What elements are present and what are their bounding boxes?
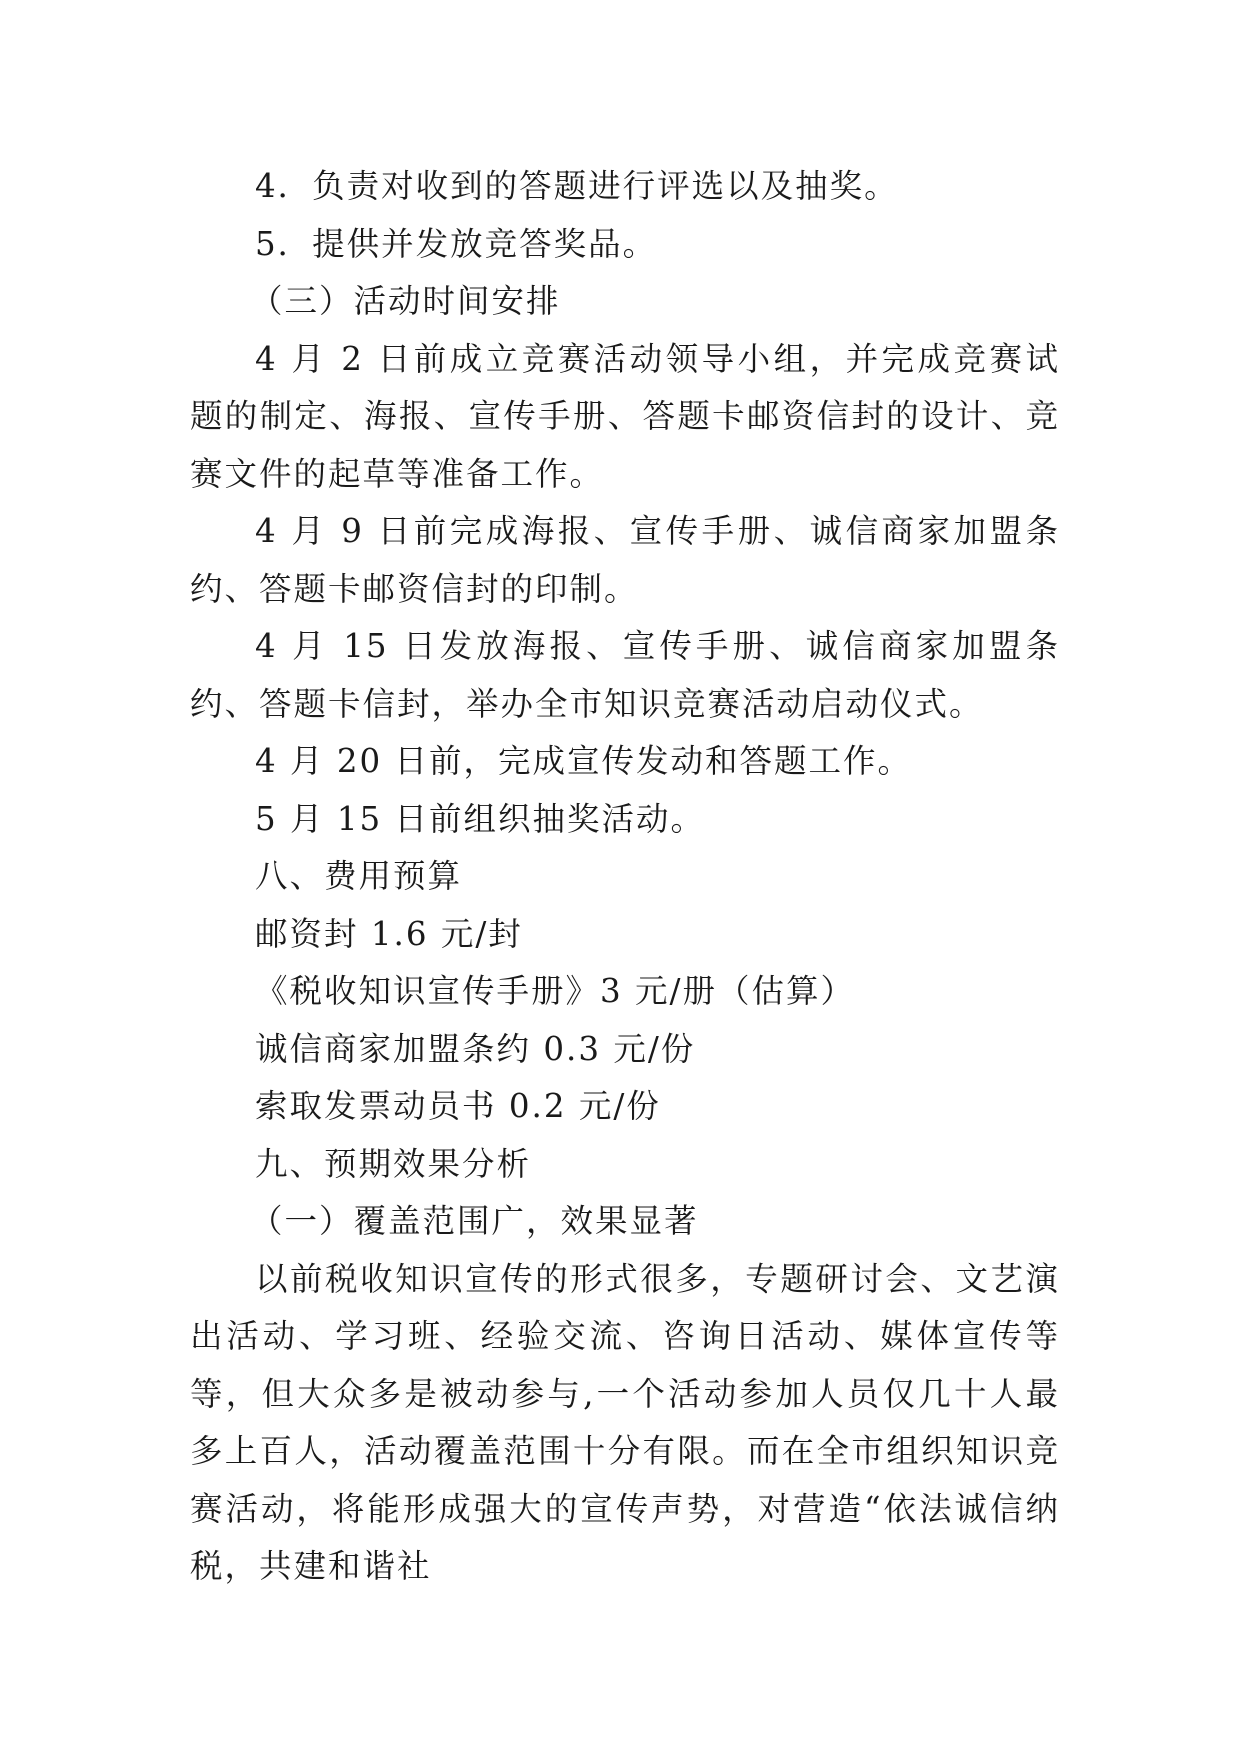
paragraph-schedule-apr-9: 4 月 9 日前完成海报、宣传手册、诚信商家加盟条约、答题卡邮资信封的印制。 bbox=[190, 512, 1060, 608]
paragraph-schedule-may-15: 5 月 15 日前组织抽奖活动。 bbox=[255, 799, 706, 838]
section-heading-effect: 九、预期效果分析 bbox=[255, 1144, 532, 1183]
budget-item-envelope: 邮资封 1.6 元/封 bbox=[255, 914, 523, 953]
paragraph-coverage-analysis: 以前税收知识宣传的形式很多，专题研讨会、文艺演出活动、学习班、经验交流、咨询日活动、媒体宣传等等，但大众多是被动参与,一个活动参加人员仅几十人最多上百人，活动覆盖范围十分有限。而在全市组织知识竞赛活动，将能形成强大的宣传声势，对营造“依法诚信纳税，共建和谐社 bbox=[190, 1259, 1060, 1585]
budget-item-merchant-pact: 诚信商家加盟条约 0.3 元/份 bbox=[255, 1029, 696, 1068]
budget-item-invoice-letter: 索取发票动员书 0.2 元/份 bbox=[255, 1087, 661, 1125]
section-heading-budget: 八、费用预算 bbox=[255, 857, 463, 895]
budget-item-handbook: 《税收知识宣传手册》3 元/册（估算） bbox=[255, 972, 855, 1010]
section-heading-schedule: （三）活动时间安排 bbox=[250, 282, 561, 320]
document-body bbox=[190, 158, 1060, 1596]
paragraph-item-5: 5．提供并发放竞答奖品。 bbox=[255, 224, 658, 263]
subsection-heading-coverage: （一）覆盖范围广，效果显著 bbox=[250, 1202, 699, 1240]
paragraph-schedule-apr-20: 4 月 20 日前，完成宣传发动和答题工作。 bbox=[255, 742, 913, 780]
paragraph-item-4: 4．负责对收到的答题进行评选以及抽奖。 bbox=[255, 167, 899, 205]
paragraph-schedule-apr-2: 4 月 2 日前成立竞赛活动领导小组，并完成竞赛试题的制定、海报、宣传手册、答题卡邮资信封的设计、竞赛文件的起草等准备工作。 bbox=[190, 339, 1060, 493]
paragraph-schedule-apr-15: 4 月 15 日发放海报、宣传手册、诚信商家加盟条约、答题卡信封，举办全市知识竞赛活动启动仪式。 bbox=[190, 627, 1060, 723]
